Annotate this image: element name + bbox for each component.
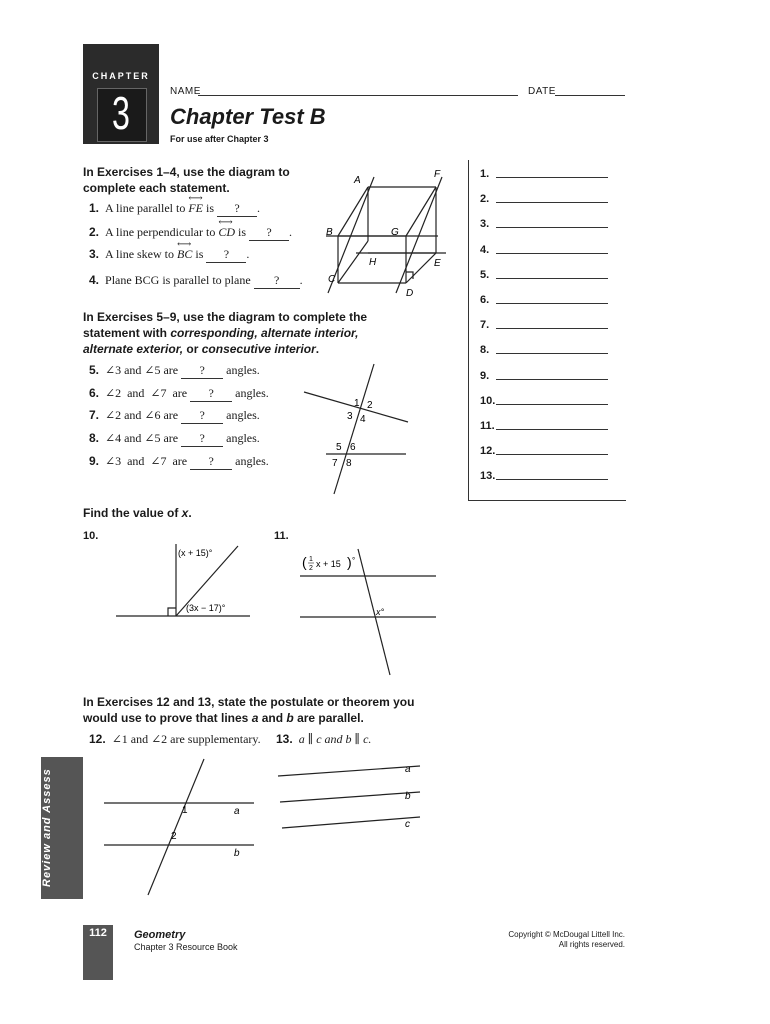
answer-line-5[interactable]: [496, 278, 608, 279]
line-name: CD: [218, 225, 235, 239]
exercise-7: [89, 408, 260, 424]
line-symbol: [218, 217, 235, 239]
angle-label-5: 5: [336, 442, 342, 453]
answer-blank[interactable]: ?: [249, 225, 289, 241]
line-symbol: [177, 239, 193, 261]
angle-b: ∠7: [150, 386, 167, 400]
exercise-number: 7.: [89, 408, 100, 422]
line-arrow-icon: ⟷: [177, 239, 192, 250]
chapter-number: 3: [112, 87, 130, 139]
exercise-13: [276, 732, 371, 747]
angle-expression: x + 15: [316, 559, 341, 569]
answer-blank[interactable]: ?: [181, 408, 223, 424]
are-word: are: [172, 454, 188, 468]
answer-blank[interactable]: ?: [181, 431, 223, 447]
cube-diagram: [318, 165, 448, 300]
answer-number: 3.: [480, 218, 490, 230]
exercise-number: 13.: [276, 732, 293, 746]
angles-word: angles.: [235, 454, 269, 468]
exercise-text: A line skew to: [105, 247, 175, 261]
exercise-number: 4.: [89, 273, 100, 287]
label-f: F: [434, 169, 441, 180]
are-word: are: [172, 386, 188, 400]
name-label: NAME: [170, 86, 201, 97]
section2-heading-line1: In Exercises 5–9, use the diagram to complete the: [83, 310, 368, 324]
answer-line-10[interactable]: [496, 404, 608, 405]
answer-line-2[interactable]: [496, 202, 608, 203]
exercise-12-diagram: [100, 755, 260, 900]
angle-label-7: 7: [332, 458, 338, 469]
exercise-4: [89, 273, 303, 289]
line-label-a: a: [405, 764, 411, 775]
answer-number: 12.: [480, 445, 496, 457]
paren-open: (: [302, 554, 307, 570]
section1-heading-line1: In Exercises 1–4, use the diagram to: [83, 165, 290, 179]
exercise-10-diagram: [110, 540, 260, 640]
exercise-5: [89, 363, 260, 379]
exercise-number: 8.: [89, 431, 100, 445]
answer-number: 6.: [480, 294, 490, 306]
copyright: [480, 930, 625, 950]
and-word: and: [124, 363, 142, 377]
answer-line-4[interactable]: [496, 253, 608, 254]
heading-text: are parallel.: [293, 711, 364, 725]
exercise-text: is: [195, 247, 204, 261]
angle-label-8: 8: [346, 458, 352, 469]
answer-number: 4.: [480, 244, 490, 256]
exercise-13-diagram: [272, 760, 432, 840]
exercise-11-number: 11.: [274, 530, 289, 542]
line-name: FE: [188, 201, 203, 215]
label-a: A: [354, 175, 361, 186]
exercise-text: A line parallel to: [105, 201, 186, 215]
and-word: and: [127, 386, 145, 400]
exercise-3: [89, 239, 250, 263]
period: .: [246, 247, 250, 261]
and-word: and: [124, 431, 142, 445]
answer-line-11[interactable]: [496, 429, 608, 430]
are-word: are: [163, 408, 179, 422]
angle-a: ∠3: [105, 454, 122, 468]
section2-heading-line3: [83, 341, 453, 357]
line-arrow-icon: ⟷: [188, 193, 203, 204]
section1-heading: [83, 164, 290, 196]
line-label-b: b: [405, 791, 411, 802]
answer-number: 11.: [480, 420, 495, 432]
footer-book-subtitle: Chapter 3 Resource Book: [134, 942, 238, 952]
exercise-number: 3.: [89, 247, 100, 261]
copyright-line2: All rights reserved.: [558, 940, 625, 949]
exercise-text: is: [206, 201, 215, 215]
section2-heading: [83, 309, 453, 357]
period: .: [289, 225, 292, 239]
answer-number: 13.: [480, 470, 496, 482]
angle-label-2: 2: [171, 831, 177, 842]
heading-text: .: [315, 342, 320, 356]
line-label-a: a: [234, 806, 240, 817]
answer-number: 1.: [480, 168, 490, 180]
line-label-c: c: [405, 819, 410, 830]
page-title: Chapter Test B: [170, 104, 326, 129]
heading-italic: b: [286, 711, 294, 725]
section4-heading-line1: In Exercises 12 and 13, state the postulate or theorem you: [83, 695, 415, 709]
answer-number: 8.: [480, 344, 490, 356]
exercise-number: 6.: [89, 386, 100, 400]
exercise-text: ∠1 and ∠2 are supplementary.: [111, 732, 261, 746]
answer-number: 10.: [480, 395, 496, 407]
answer-blank[interactable]: ?: [206, 247, 246, 263]
heading-text: and: [258, 711, 287, 725]
copyright-line1: Copyright © McDougal Littell Inc.: [508, 930, 625, 939]
angle-b: ∠5: [144, 363, 161, 377]
heading-text: statement with: [83, 326, 171, 340]
paren-close: ): [347, 554, 352, 570]
angle-label-top: (x + 15)°: [178, 548, 213, 558]
label-c: C: [328, 274, 336, 285]
exercise-1: [89, 193, 261, 217]
answer-blank[interactable]: ?: [181, 363, 223, 379]
angle-label-6: 6: [350, 442, 356, 453]
name-field[interactable]: [198, 95, 518, 96]
heading-variable: x: [181, 506, 189, 520]
answer-number: 7.: [480, 319, 490, 331]
angle-b: ∠5: [144, 431, 161, 445]
exercise-10-number: 10.: [83, 530, 99, 542]
answer-line-7[interactable]: [496, 328, 608, 329]
degree-mark: °: [352, 556, 356, 565]
section4-heading: [83, 694, 533, 726]
angle-a: ∠4: [105, 431, 122, 445]
exercise-number: 1.: [89, 201, 100, 215]
label-h: H: [369, 257, 377, 268]
exercise-number: 5.: [89, 363, 100, 377]
line-symbol: [188, 193, 203, 215]
period: .: [299, 273, 303, 287]
date-field[interactable]: [555, 95, 625, 96]
angle-b: ∠6: [144, 408, 161, 422]
angles-word: angles.: [235, 386, 269, 400]
heading-italic: corresponding, alternate interior,: [170, 326, 359, 340]
angle-label-1: 1: [354, 398, 360, 409]
section4-heading-line2: [83, 710, 533, 726]
answer-number: 2.: [480, 193, 490, 205]
answer-line-13[interactable]: [496, 479, 608, 480]
line-label-b: b: [234, 848, 240, 859]
heading-text: would use to prove that lines: [83, 711, 252, 725]
period: .: [257, 201, 261, 215]
answer-blank[interactable]: ?: [190, 386, 232, 402]
angle-label-x: x°: [376, 607, 385, 617]
angle-label-1: 1: [182, 805, 188, 816]
fraction-numerator: 1: [309, 556, 313, 563]
angles-word: angles.: [226, 363, 260, 377]
answer-line-3[interactable]: [496, 227, 608, 228]
answer-line-6[interactable]: [496, 303, 608, 304]
label-d: D: [406, 288, 414, 299]
exercise-9: [89, 454, 269, 470]
angle-a: ∠2: [105, 408, 122, 422]
heading-italic: alternate exterior,: [83, 342, 184, 356]
angle-label-bottom: (3x − 17)°: [186, 603, 226, 613]
label-g: G: [391, 227, 399, 238]
line-name: BC: [177, 247, 193, 261]
exercise-number: 9.: [89, 454, 100, 468]
angle-a: ∠2: [105, 386, 122, 400]
are-word: are: [163, 363, 179, 377]
label-e: E: [434, 258, 441, 269]
exercise-12: [89, 732, 261, 747]
transversal-diagram: [296, 360, 416, 500]
exercise-8: [89, 431, 260, 447]
heading-text: .: [188, 506, 192, 520]
answer-number: 5.: [480, 269, 490, 281]
exercise-number: 12.: [89, 732, 106, 746]
angle-label-4: 4: [360, 414, 366, 425]
exercise-text: is: [237, 225, 246, 239]
angle-b: ∠7: [150, 454, 167, 468]
answer-line-8[interactable]: [496, 353, 608, 354]
section3-heading: [83, 505, 192, 521]
date-label: DATE: [528, 86, 556, 97]
exercise-6: [89, 386, 269, 402]
answer-blank[interactable]: ?: [254, 273, 300, 289]
side-tab-label: Review and Assess: [41, 768, 53, 888]
are-word: are: [163, 431, 179, 445]
exercise-text: Plane BCG is parallel to plane: [105, 273, 251, 287]
page-number: 112: [89, 927, 107, 939]
angle-label-3: 3: [347, 411, 353, 422]
heading-text: Find the value of: [83, 506, 182, 520]
answer-number: 9.: [480, 370, 490, 382]
exercise-11-diagram: [296, 545, 446, 680]
angles-word: angles.: [226, 408, 260, 422]
exercise-text: a ∥ c and b ∥ c.: [298, 732, 372, 746]
exercise-number: 2.: [89, 225, 100, 239]
label-b: B: [326, 227, 333, 238]
section2-heading-line2: [83, 325, 453, 341]
heading-text: or: [183, 342, 202, 356]
angle-label-2: 2: [367, 400, 373, 411]
angle-a: ∠3: [105, 363, 122, 377]
fraction-denominator: 2: [309, 565, 313, 572]
answer-blank[interactable]: ?: [217, 201, 257, 217]
answer-line-9[interactable]: [496, 379, 608, 380]
answer-blank[interactable]: ?: [190, 454, 232, 470]
angles-word: angles.: [226, 431, 260, 445]
and-word: and: [127, 454, 145, 468]
answer-line-1[interactable]: [496, 177, 608, 178]
heading-italic: a: [251, 711, 259, 725]
footer-book-title: Geometry: [134, 929, 186, 941]
section1-heading-line2: complete each statement.: [83, 181, 230, 195]
exercise-text: A line perpendicular to: [105, 225, 216, 239]
and-word: and: [124, 408, 142, 422]
chapter-word: CHAPTER: [92, 71, 150, 81]
page-subtitle: For use after Chapter 3: [170, 134, 269, 144]
line-arrow-icon: ⟷: [218, 217, 233, 228]
answer-line-12[interactable]: [496, 454, 608, 455]
heading-italic: consecutive interior: [201, 342, 316, 356]
